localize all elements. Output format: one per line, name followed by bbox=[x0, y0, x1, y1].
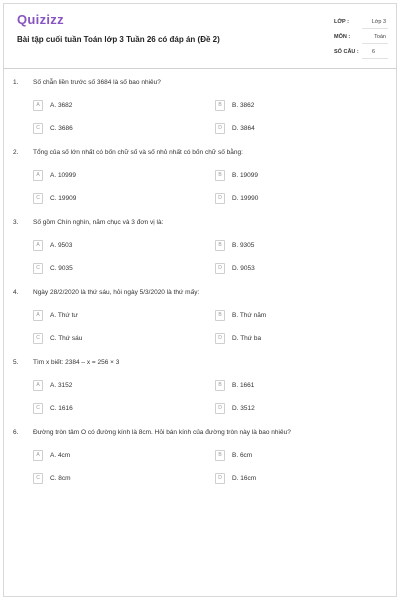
question-number: 3. bbox=[13, 219, 19, 226]
question-1 bbox=[0, 79, 400, 145]
question-4 bbox=[0, 289, 400, 355]
question-text: Số chẵn liền trước số 3684 là số bao nhiêu? bbox=[33, 79, 161, 86]
meta-class-value: Lớp 3 bbox=[371, 19, 386, 25]
option-letter-box: B bbox=[215, 100, 225, 111]
option-text: B. 19099 bbox=[232, 172, 259, 179]
question-number: 2. bbox=[13, 149, 19, 156]
option-letter-box: B bbox=[215, 310, 225, 321]
option-letter-box: C bbox=[33, 333, 43, 344]
option-text: B. 9305 bbox=[232, 242, 255, 249]
question-text: Tìm x biết: 2384 – x = 256 × 3 bbox=[33, 359, 120, 366]
option-text: B. 6cm bbox=[232, 452, 253, 459]
option-text: C. 1616 bbox=[50, 405, 73, 412]
option-letter-box: C bbox=[33, 473, 43, 484]
option-text: B. 1661 bbox=[232, 382, 255, 389]
option-letter-box: B bbox=[215, 240, 225, 251]
question-number: 6. bbox=[13, 429, 19, 436]
question-text: Tổng của số lớn nhất có bốn chữ số và số nhỏ nhất có bốn chữ số bằng: bbox=[33, 149, 243, 156]
option-text: B. Thứ năm bbox=[232, 312, 267, 319]
option-text: D. 16cm bbox=[232, 475, 257, 482]
question-5 bbox=[0, 359, 400, 425]
option-text: A. 9503 bbox=[50, 242, 73, 249]
option-letter-box: D bbox=[215, 263, 225, 274]
question-text: Đường tròn tâm O có đường kính là 8cm. Hỏi bán kính của đường tròn này là bao nhiêu? bbox=[33, 429, 291, 436]
meta-subject-line bbox=[362, 43, 388, 44]
option-letter-box: D bbox=[215, 333, 225, 344]
option-text: C. 8cm bbox=[50, 475, 71, 482]
meta-class bbox=[334, 17, 392, 29]
option-text: A. Thứ tư bbox=[50, 312, 78, 319]
option-letter-box: A bbox=[33, 450, 43, 461]
option-letter-box: B bbox=[215, 380, 225, 391]
option-letter-box: C bbox=[33, 263, 43, 274]
question-3 bbox=[0, 219, 400, 285]
meta-class-line bbox=[362, 28, 388, 29]
option-letter-box: A bbox=[33, 240, 43, 251]
option-letter-box: C bbox=[33, 123, 43, 134]
option-letter-box: D bbox=[215, 403, 225, 414]
worksheet-header bbox=[3, 3, 397, 69]
meta-subject-value: Toán bbox=[374, 34, 386, 40]
option-text: B. 3862 bbox=[232, 102, 255, 109]
meta-subject bbox=[334, 32, 392, 44]
option-text: A. 4cm bbox=[50, 452, 71, 459]
question-text: Số gồm Chín nghìn, năm chục và 3 đơn vị là: bbox=[33, 219, 164, 226]
question-6 bbox=[0, 429, 400, 495]
option-letter-box: D bbox=[215, 123, 225, 134]
option-letter-box: B bbox=[215, 450, 225, 461]
option-text: C. Thứ sáu bbox=[50, 335, 83, 342]
option-letter-box: B bbox=[215, 170, 225, 181]
meta-subject-label: MÔN : bbox=[334, 34, 351, 40]
option-letter-box: C bbox=[33, 193, 43, 204]
option-text: D. 3864 bbox=[232, 125, 255, 132]
option-text: C. 9035 bbox=[50, 265, 73, 272]
option-text: D. 3512 bbox=[232, 405, 255, 412]
option-text: D. Thứ ba bbox=[232, 335, 262, 342]
option-letter-box: A bbox=[33, 380, 43, 391]
meta-question-count-line bbox=[362, 58, 388, 59]
meta-question-count bbox=[334, 47, 392, 59]
option-text: A. 10999 bbox=[50, 172, 77, 179]
option-text: A. 3682 bbox=[50, 102, 73, 109]
quizizz-logo: Quizizz bbox=[17, 12, 64, 27]
option-text: A. 3152 bbox=[50, 382, 73, 389]
option-text: D. 19990 bbox=[232, 195, 259, 202]
question-number: 4. bbox=[13, 289, 19, 296]
meta-question-count-value: 6 bbox=[372, 49, 376, 55]
option-letter-box: A bbox=[33, 170, 43, 181]
option-letter-box: A bbox=[33, 100, 43, 111]
meta-question-count-label: SỐ CÂU : bbox=[334, 49, 359, 55]
option-letter-box: D bbox=[215, 193, 225, 204]
option-text: C. 19909 bbox=[50, 195, 77, 202]
option-text: D. 9053 bbox=[232, 265, 255, 272]
question-text: Ngày 28/2/2020 là thứ sáu, hỏi ngày 5/3/2020 là thứ mấy: bbox=[33, 289, 200, 296]
question-number: 1. bbox=[13, 79, 19, 86]
option-letter-box: D bbox=[215, 473, 225, 484]
meta-class-label: LỚP : bbox=[334, 19, 349, 25]
question-2 bbox=[0, 149, 400, 215]
option-letter-box: C bbox=[33, 403, 43, 414]
question-number: 5. bbox=[13, 359, 19, 366]
option-letter-box: A bbox=[33, 310, 43, 321]
option-text: C. 3686 bbox=[50, 125, 73, 132]
worksheet-title: Bài tập cuối tuần Toán lớp 3 Tuần 26 có đáp án (Đề 2) bbox=[17, 35, 220, 44]
